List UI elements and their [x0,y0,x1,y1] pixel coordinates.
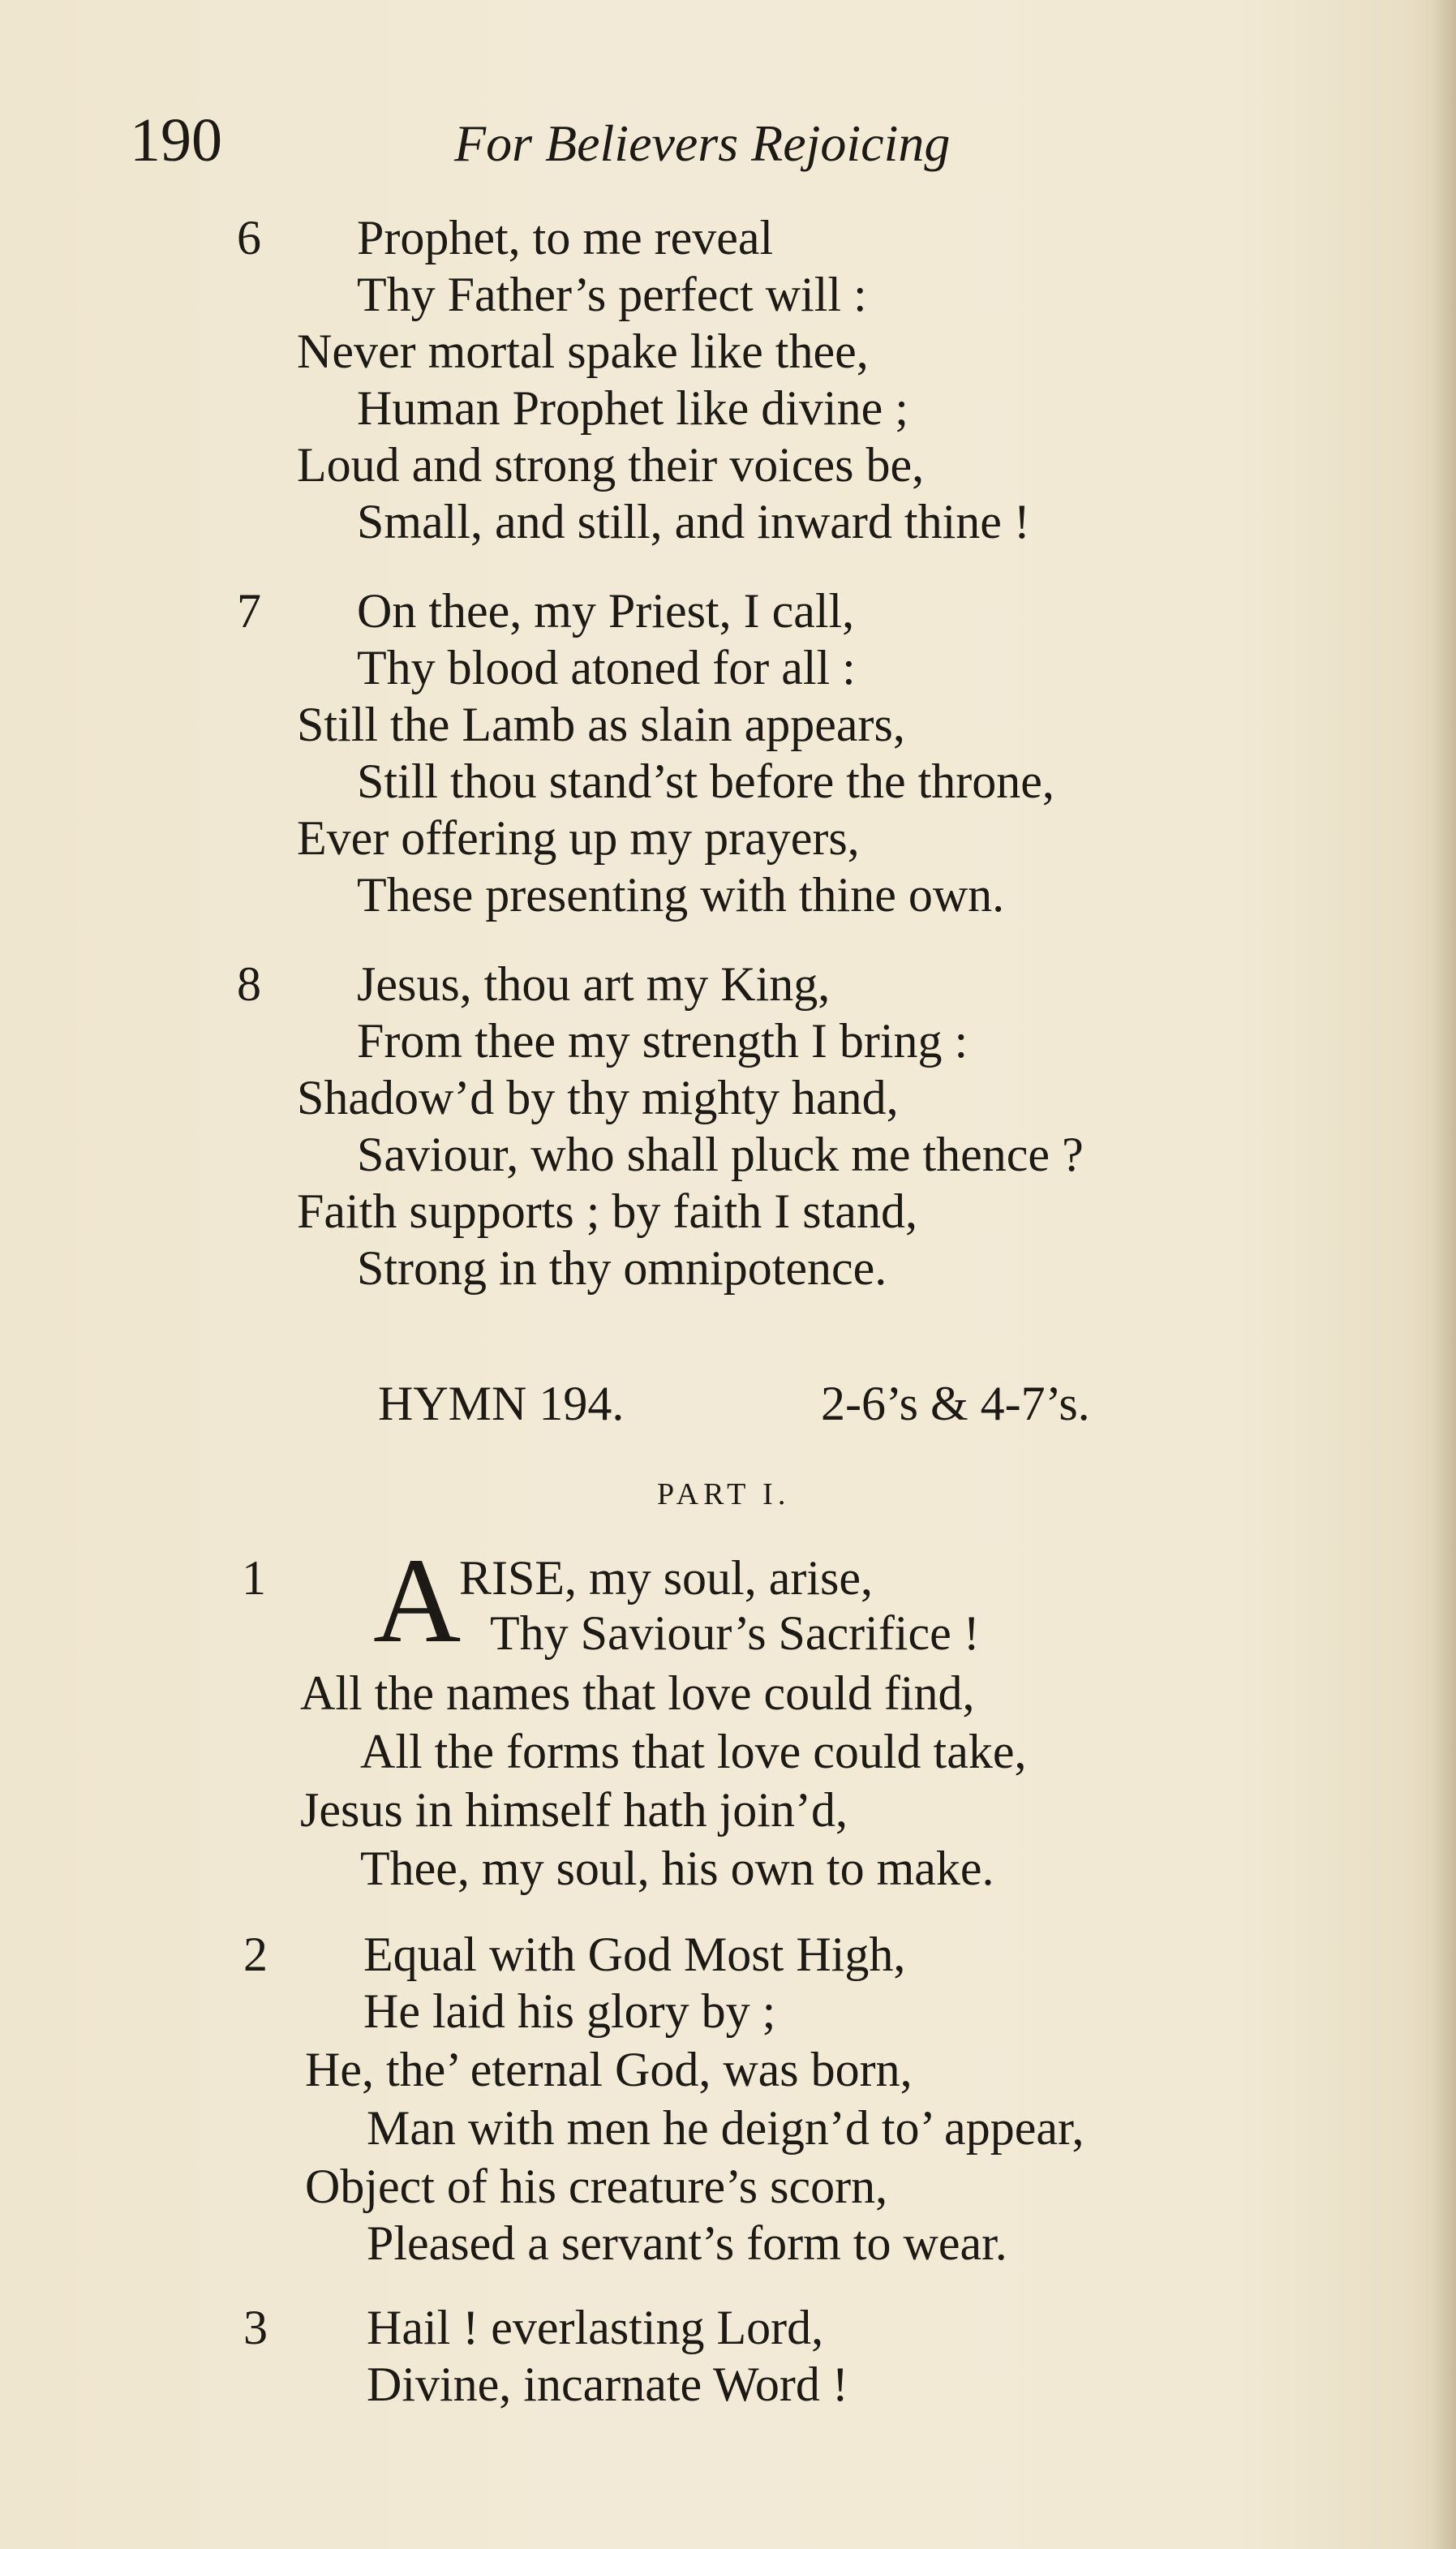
verse-line: Faith supports ; by faith I stand, [297,1184,917,1238]
verse-line: Man with men he deign’d to’ appear, [367,2101,1084,2155]
verse-line: Still thou stand’st before the throne, [357,754,1054,808]
stanza-number: 2 [243,1928,268,1981]
verse-line: He, the’ eternal God, was born, [305,2043,913,2096]
page-edge-shadow [1433,0,1456,2549]
verse-line: Human Prophet like divine ; [357,381,908,435]
verse-line: Saviour, who shall pluck me thence ? [357,1128,1084,1181]
stanza-number: 7 [237,584,261,638]
verse-line: Object of his creature’s scorn, [305,2160,888,2213]
verse-line: Jesus in himself hath join’d, [300,1783,848,1837]
running-title: For Believers Rejoicing [454,114,951,172]
verse-line: Equal with God Most High, [363,1928,906,1981]
verse-line: Prophet, to me reveal [357,211,774,264]
verse-line: Thy Father’s perfect will : [357,268,867,321]
verse-line: Hail ! everlasting Lord, [367,2301,824,2354]
verse-line: He laid his glory by ; [363,1984,776,2038]
hymn-heading [0,1371,1456,1436]
stanza-number: 6 [237,211,261,264]
verse-line: All the names that love could find, [300,1666,975,1720]
verse-line: Strong in thy omnipotence. [357,1241,887,1295]
verse-line: RISE, my soul, arise, [459,1551,873,1605]
page-header [0,104,1456,177]
verse-line: Loud and strong their voices be, [297,438,925,492]
verse-line: Still the Lamb as slain appears, [297,698,905,751]
verse-line: Thee, my soul, his own to make. [360,1842,994,1895]
verse-line: Ever offering up my prayers, [297,811,860,865]
verse-line: Jesus, thou art my King, [357,957,831,1011]
stanza-number: 1 [242,1551,266,1605]
verse-line: Thy Saviour’s Sacrifice ! [490,1606,980,1660]
verse-line: Never mortal spake like thee, [297,325,869,378]
stanza-number: 8 [237,957,261,1011]
hymn-title: HYMN 194. [378,1377,625,1430]
drop-cap: A [373,1533,462,1668]
verse-line: Thy blood atoned for all : [357,641,856,694]
verse-line: These presenting with thine own. [357,868,1005,922]
verse-line: Pleased a servant’s form to wear. [367,2216,1007,2270]
verse-line: From thee my strength I bring : [357,1014,969,1068]
hymn-meter: 2-6’s & 4-7’s. [821,1377,1090,1430]
part-label: PART I. [657,1477,791,1511]
verse-line: All the forms that love could take, [360,1725,1027,1778]
stanza-number: 3 [243,2301,268,2354]
verse-line: Shadow’d by thy mighty hand, [297,1071,899,1124]
page-number: 190 [130,106,222,174]
verse-line: Divine, incarnate Word ! [367,2358,848,2411]
verse-line: On thee, my Priest, I call, [357,584,855,638]
verse-line: Small, and still, and inward thine ! [357,495,1030,548]
